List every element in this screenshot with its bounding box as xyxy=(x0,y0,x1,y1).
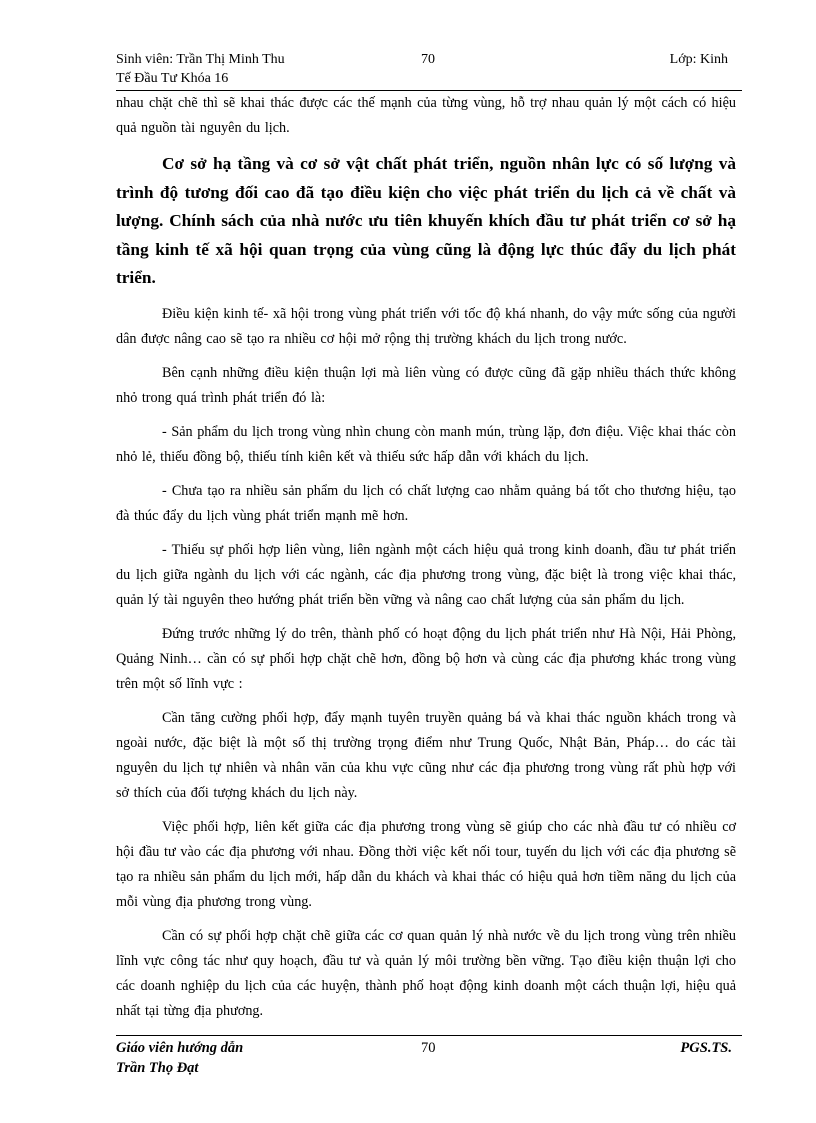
paragraph-promotion: Cần tăng cường phối hợp, đẩy mạnh tuyên truyền quảng bá và khai thác nguồn khách trong và ngoài nước, đặc biệt là một số thị trường trọng điểm như Trung Quốc, Nhật Bản, Pháp… do các tài nguyên du lịch tự nhiên và nhân văn của khu vực cũng như các địa phương trong vùng rất phù hợp với sở thích của đối tượng khách du lịch này. xyxy=(116,709,736,801)
paragraph-challenge-coordination: - Thiếu sự phối hợp liên vùng, liên ngành một cách hiệu quả trong kinh doanh, đầu tư phát triển du lịch giữa ngành du lịch với các ngành, các địa phương trong vùng, đặc biệt là trong việc khai thác, quản lý tài nguyên theo hướng phát triển bền vững và nâng cao chất lượng của sản phẩm du lịch. xyxy=(116,541,736,608)
header-student-name: Sinh viên: Trần Thị Minh Thu xyxy=(116,52,285,67)
page-header xyxy=(116,50,738,90)
paragraph-socioeconomic: Điều kiện kinh tế- xã hội trong vùng phát triển với tốc độ khá nhanh, do vậy mức sống của người dân được nâng cao sẽ tạo ra nhiều cơ hội mở rộng thị trường khách du lịch trong nước. xyxy=(116,305,736,347)
paragraph-linkage: Việc phối hợp, liên kết giữa các địa phương trong vùng sẽ giúp cho các nhà đầu tư có nhiều cơ hội đầu tư vào các địa phương với nhau. Đồng thời việc kết nối tour, tuyến du lịch với các địa phương sẽ tạo ra nhiều sản phẩm du lịch mới, hấp dẫn du khách và khai thác có hiệu quả hơn tiềm năng du lịch của mỗi vùng địa phương trong vùng. xyxy=(116,818,736,910)
paragraph-cities-coordination: Đứng trước những lý do trên, thành phố có hoạt động du lịch phát triển như Hà Nội, Hải Phòng, Quảng Ninh… cần có sự phối hợp chặt chẽ hơn, đồng bộ hơn và cùng các địa phương khác trong vùng trên một số lĩnh vực : xyxy=(116,625,736,692)
header-student-info xyxy=(116,50,376,88)
paragraph-bold-highlight: Cơ sở hạ tầng và cơ sở vật chất phát triển, nguồn nhân lực có số lượng và trình độ tương đối cao đã tạo điều kiện cho việc phát triển du lịch cả về chất và lượng. Chính sách của nhà nước ưu tiên khuyến khích đầu tư phát triển cơ sở hạ tầng kinh tế xã hội quan trọng của vùng cũng là động lực thúc đẩy du lịch phát triển. xyxy=(116,154,736,287)
paragraph-continuation: nhau chặt chẽ thì sẽ khai thác được các thế mạnh của từng vùng, hỗ trợ nhau quản lý một cách có hiệu quả nguồn tài nguyên du lịch. xyxy=(116,95,736,136)
header-course: Tế Đầu Tư Khóa 16 xyxy=(116,71,229,86)
header-page-number: 70 xyxy=(421,52,435,67)
page-footer xyxy=(116,1038,746,1078)
footer-advisor-name: Trần Thọ Đạt xyxy=(116,1060,199,1076)
footer-advisor-title: PGS.TS. xyxy=(680,1040,732,1056)
footer-advisor-label: Giáo viên hướng dẫn xyxy=(116,1040,244,1056)
footer-page-number: 70 xyxy=(421,1040,436,1056)
paragraph-challenge-quality: - Chưa tạo ra nhiều sản phẩm du lịch có chất lượng cao nhằm quảng bá tốt cho thương hiệu, tạo đà thúc đẩy du lịch vùng phát triển mạnh mẽ hơn. xyxy=(116,482,736,524)
footer-divider xyxy=(116,1035,742,1036)
footer-advisor xyxy=(116,1038,243,1078)
paragraph-challenges-intro: Bên cạnh những điều kiện thuận lợi mà liên vùng có được cũng đã gặp nhiều thách thức không nhỏ trong quá trình phát triển đó là: xyxy=(116,364,736,406)
document-body xyxy=(116,91,736,1024)
paragraph-management: Cần có sự phối hợp chặt chẽ giữa các cơ quan quản lý nhà nước về du lịch trong vùng trên nhiều lĩnh vực công tác như quy hoạch, đầu tư và quản lý môi trường bền vững. Tạo điều kiện thuận lợi cho các doanh nghiệp du lịch của các huyện, thành phố hoạt động kinh doanh một cách thuận lợi, hiệu quả nhất tại từng địa phương. xyxy=(116,927,736,1019)
paragraph-challenge-products: - Sản phẩm du lịch trong vùng nhìn chung còn manh mún, trùng lặp, đơn điệu. Việc khai thác còn nhỏ lẻ, thiếu đồng bộ, thiếu tính kiên kết và thiếu sức hấp dẫn với khách du lịch. xyxy=(116,423,736,465)
header-class: Lớp: Kinh xyxy=(669,52,728,67)
